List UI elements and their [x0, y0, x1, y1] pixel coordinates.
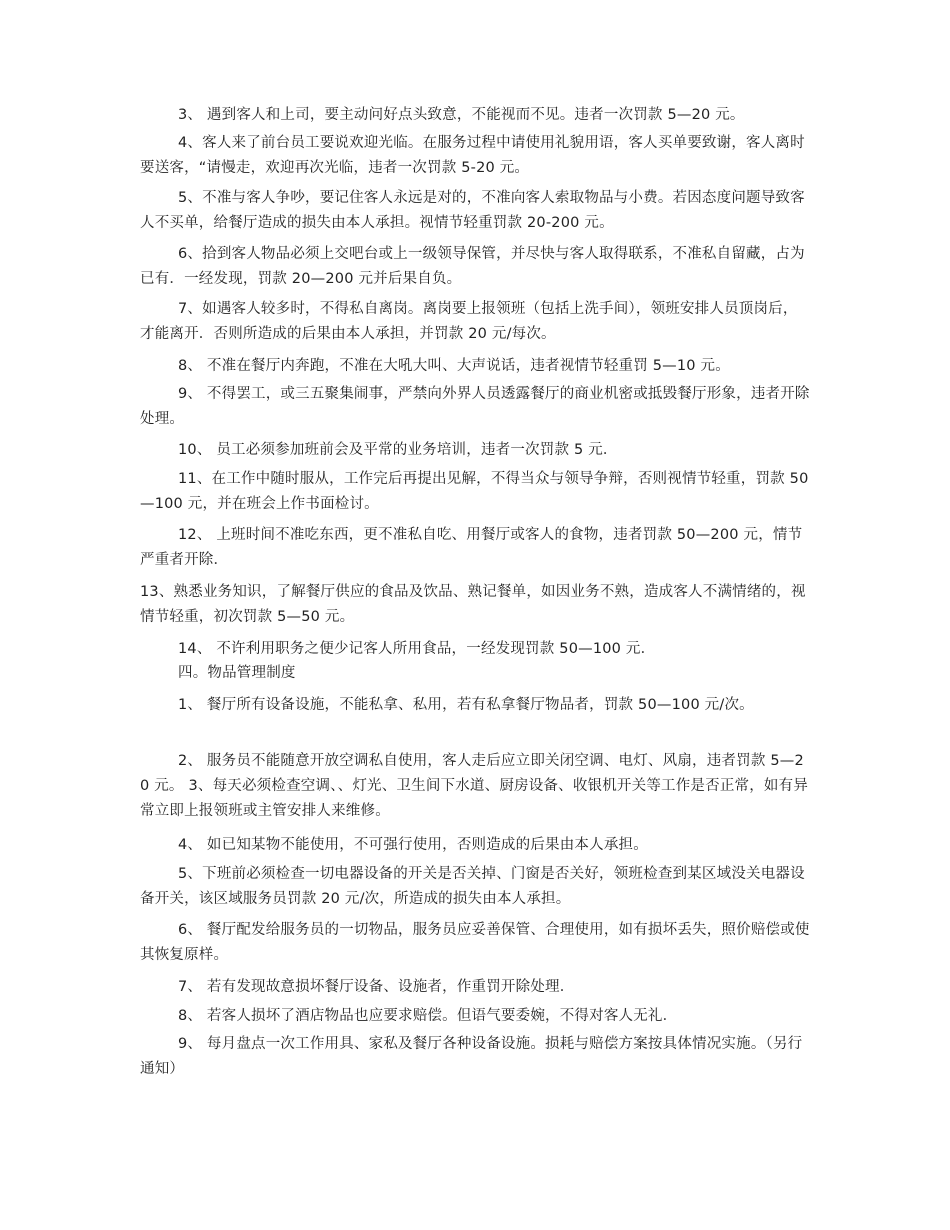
rule-14: 14、 不许利用职务之便少记客人所用食品，一经发现罚款 50—100 元． [178, 641, 656, 657]
rule-12: 12、 上班时间不准吃东西，更不准私自吃、用餐厅或客人的食物，违者罚款 50—200 元，情节严重者开除． [140, 527, 803, 568]
item-rule-1: 1、 餐厅所有设备设施，不能私拿、私用，若有私拿餐厅物品者，罚款 50—100 元/次。 [178, 697, 754, 713]
rule-6: 6、拾到客人物品必须上交吧台或上一级领导保管，并尽快与客人取得联系，不准私自留藏，占为已有．一经发现，罚款 20—200 元并后果自负。 [140, 246, 805, 287]
item-rule-8: 8、 若客人损坏了酒店物品也应要求赔偿。但语气要委婉，不得对客人无礼． [178, 1008, 678, 1024]
rule-7: 7、如遇客人较多时，不得私自离岗。离岗要上报领班（包括上洗手间），领班安排人员顶岗后，才能离开．否则所造成的后果由本人承担，并罚款 20 元/每次。 [140, 301, 798, 342]
rule-3: 3、 遇到客人和上司，要主动问好点头致意，不能视而不见。违者一次罚款 5—20 元。 [178, 107, 745, 123]
rule-11: 11、在工作中随时服从，工作完后再提出见解，不得当众与领导争辩，否则视情节轻重，罚款 50—100 元，并在班会上作书面检讨。 [140, 471, 809, 512]
section-heading: 四。物品管理制度 [178, 665, 296, 681]
item-rule-2-3: 2、 服务员不能随意开放空调私自使用，客人走后应立即关闭空调、电灯、风扇，违者罚款 5—20 元。 3、每天必须检查空调、、灯光、卫生间下水道、厨房设备、收银机开关等工作是否正常，如有异常立即上报领班或主管安排人来维修。 [140, 753, 809, 819]
item-rule-5: 5、下班前必须检查一切电器设备的开关是否关掉、门窗是否关好，领班检查到某区域没关电器设备开关，该区域服务员罚款 20 元/次，所造成的损失由本人承担。 [140, 866, 805, 907]
item-rule-4: 4、 如已知某物不能使用，不可强行使用，否则造成的后果由本人承担。 [178, 837, 648, 853]
item-rule-7: 7、 若有发现故意损坏餐厅设备、设施者，作重罚开除处理． [178, 979, 575, 995]
item-rule-9: 9、 每月盘点一次工作用具、家私及餐厅各种设备设施。损耗与赔偿方案按具体情况实施。（另行通知） [140, 1036, 803, 1077]
rule-5: 5、不准与客人争吵，要记住客人永远是对的，不准向客人索取物品与小费。若因态度问题导致客人不买单，给餐厅造成的损失由本人承担。视情节轻重罚款 20-200 元。 [140, 190, 805, 231]
item-rule-6: 6、 餐厅配发给服务员的一切物品，服务员应妥善保管、合理使用，如有损坏丢失，照价赔偿或使其恢复原样。 [140, 922, 810, 963]
rule-4: 4、客人来了前台员工要说欢迎光临。在服务过程中请使用礼貌用语，客人买单要致谢，客人离时要送客，“请慢走，欢迎再次光临，违者一次罚款 5-20 元。 [140, 135, 805, 176]
rule-8: 8、 不准在餐厅内奔跑，不准在大吼大叫、大声说话，违者视情节轻重罚 5—10 元。 [178, 358, 730, 374]
rule-13: 13、熟悉业务知识，了解餐厅供应的食品及饮品、熟记餐单，如因业务不熟，造成客人不满情绪的，视情节轻重，初次罚款 5—50 元。 [140, 584, 806, 625]
rule-10: 10、 员工必须参加班前会及平常的业务培训，违者一次罚款 5 元． [178, 442, 618, 458]
rule-9: 9、 不得罢工，或三五聚集闹事，严禁向外界人员透露餐厅的商业机密或抵毁餐厅形象，违者开除处理。 [140, 386, 810, 427]
